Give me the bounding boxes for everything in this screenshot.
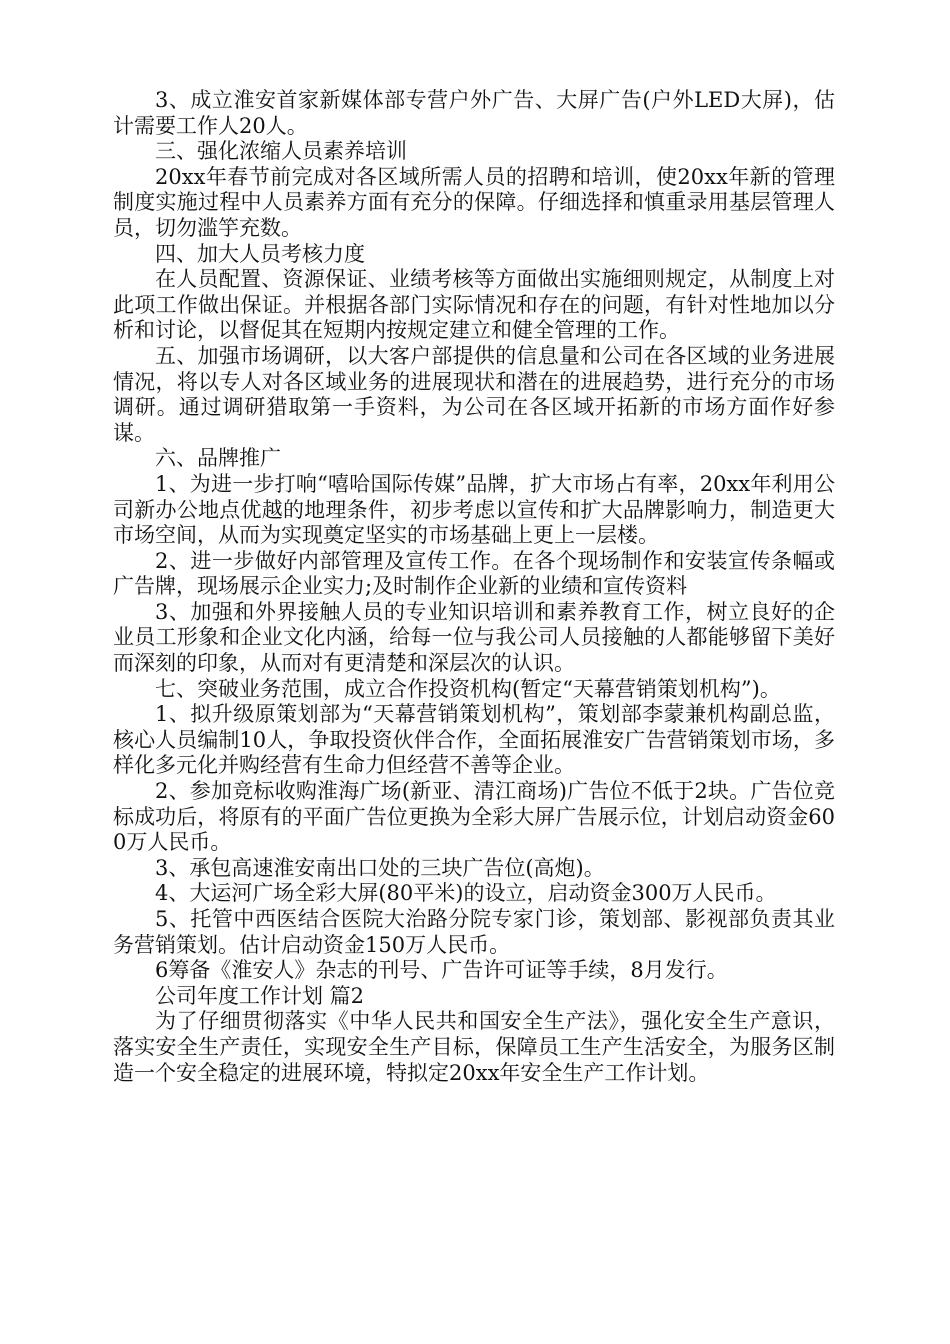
paragraph-business-scope: 七、突破业务范围，成立合作投资机构(暂定“天幕营销策划机构”)。 [155,676,781,701]
paragraph-scope-6: 6筹备《淮安人》杂志的刊号、广告许可证等手续，8月发行。 [155,958,728,983]
paragraph-brand-1: 1、为进一步打响“嘻哈国际传媒”品牌，扩大市场占有率，20xx年利用公司新办公地点优越的地理条件，初步考虑以宣传和扩大品牌影响力，制造更大市场空间，从而为实现奠定坚实的市场基础上更上一层楼。 [113,471,835,548]
paragraph-safety-intro: 为了仔细贯彻落实《中华人民共和国安全生产法》，强化安全生产意识，落实安全生产责任，实现安全生产目标，保障员工生产生活安全，为服务区制造一个安全稳定的进展环境，特拟定20xx年安全生产工作计划。 [113,1009,835,1085]
paragraph-market-research: 五、加强市场调研，以大客户部提供的信息量和公司在各区域的业务进展情况，将以专人对各区域业务的进展现状和潜在的进展趋势，进行充分的市场调研。通过调研猎取第一手资料，为公司在各区域开拓新的市场方面作好参谋。 [113,343,835,445]
paragraph-outdoor-media: 3、成立淮安首家新媒体部专营户外广告、大屏广告(户外LED大屏)，估计需要工作人20人。 [113,88,835,138]
heading-assessment: 四、加大人员考核力度 [155,241,365,266]
paragraph-scope-1: 1、拟升级原策划部为“天幕营销策划机构”，策划部李蒙兼机构副总监，核心人员编制10人，争取投资伙伴合作，全面拓展淮安广告营销策划市场，多样化多元化并购经营有生命力但经营不善等企业。 [113,702,835,778]
heading-brand-promotion: 六、品牌推广 [155,446,281,471]
paragraph-brand-3: 3、加强和外界接触人员的专业知识培训和素养教育工作，树立良好的企业员工形象和企业文化内涵，给每一位与我公司人员接触的人都能够留下美好而深刻的印象，从而对有更清楚和深层次的认识。 [113,599,835,676]
paragraph-brand-2: 2、进一步做好内部管理及宣传工作。在各个现场制作和安装宣传条幅或广告牌，现场展示企业实力;及时制作企业新的业绩和宣传资料 [113,548,835,599]
paragraph-training: 20xx年春节前完成对各区域所需人员的招聘和培训，使20xx年新的管理制度实施过程中人员素养方面有充分的保障。仔细选择和慎重录用基层管理人员，切勿滥竽充数。 [113,164,835,240]
section-title-plan-2: 公司年度工作计划 篇2 [155,983,365,1008]
heading-training: 三、强化浓缩人员素养培训 [155,139,407,164]
paragraph-scope-4: 4、大运河广场全彩大屏(80平米)的设立，启动资金300万人民币。 [155,881,777,906]
paragraph-assessment: 在人员配置、资源保证、业绩考核等方面做出实施细则规定，从制度上对此项工作做出保证。并根据各部门实际情况和存在的问题，有针对性地加以分析和讨论，以督促其在短期内按规定建立和健全管理的工作。 [113,267,835,343]
document-body [113,88,835,1086]
paragraph-scope-3: 3、承包高速淮安南出口处的三块广告位(高炮)。 [155,855,605,880]
paragraph-scope-2: 2、参加竞标收购淮海广场(新亚、清江商场)广告位不低于2块。广告位竞标成功后，将原有的平面广告位更换为全彩大屏广告展示位，计划启动资金600万人民币。 [113,779,835,855]
paragraph-scope-5: 5、托管中西医结合医院大治路分院专家门诊，策划部、影视部负责其业务营销策划。估计启动资金150万人民币。 [113,907,835,957]
